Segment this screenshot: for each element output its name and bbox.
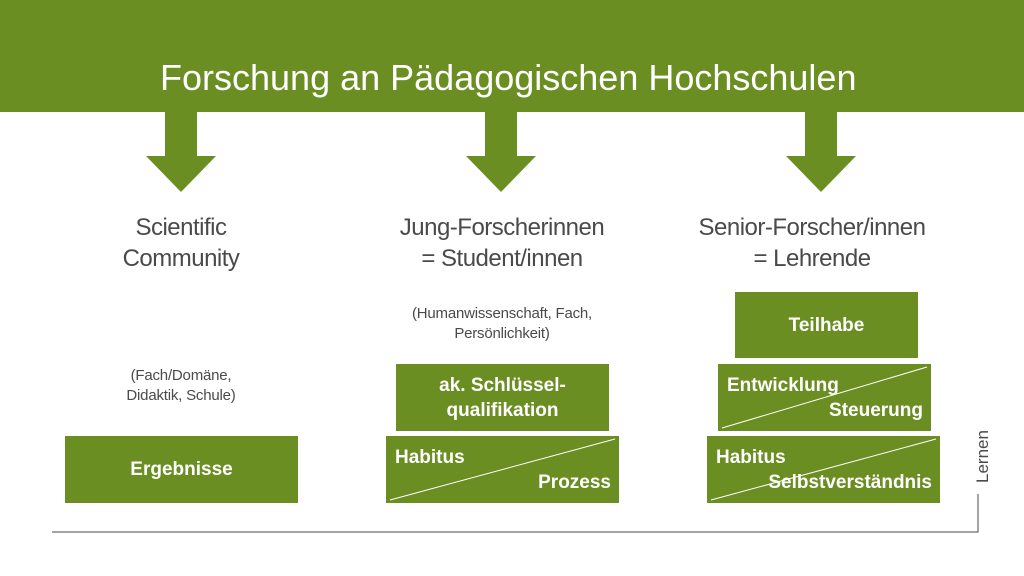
subtext-line: (Humanwissenschaft, Fach, <box>411 305 593 322</box>
heading-line: = Student/innen <box>421 245 583 272</box>
page-title: Forschung an Pädagogischen Hochschulen <box>160 57 857 98</box>
subtext-line: Didaktik, Schule) <box>126 387 236 404</box>
subtext-line: Persönlichkeit) <box>454 325 550 342</box>
heading-line: Scientific <box>135 214 227 241</box>
subtext-line: (Fach/Domäne, <box>130 367 232 384</box>
box-label: qualifikation <box>446 399 559 421</box>
heading-line: Senior-Forscher/innen <box>698 214 926 241</box>
box-label: Ergebnisse <box>130 459 233 480</box>
heading-line: = Lehrende <box>753 245 871 272</box>
heading-line: Community <box>122 245 240 272</box>
box-label-bottom-right: Steuerung <box>829 400 923 421</box>
box-label-top-left: Entwicklung <box>727 375 839 396</box>
box-label: ak. Schlüssel- <box>439 374 566 396</box>
box-label: Teilhabe <box>788 314 865 336</box>
box-label-bottom-right: Prozess <box>538 472 611 493</box>
axis-label-lernen: Lernen <box>973 430 992 483</box>
box-label-top-left: Habitus <box>395 447 465 468</box>
box-label-top-left: Habitus <box>716 447 786 468</box>
heading-line: Jung-Forscherinnen <box>399 214 605 241</box>
box-label-bottom-right: Selbstverständnis <box>768 472 932 493</box>
